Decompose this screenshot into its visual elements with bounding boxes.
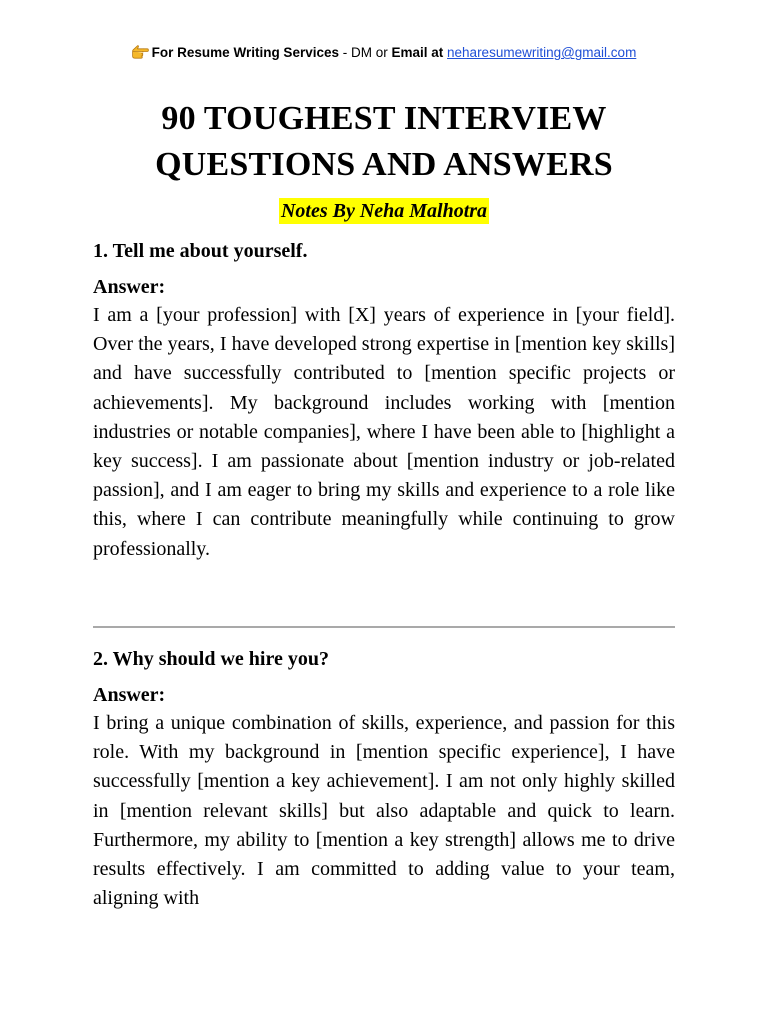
subtitle-row <box>0 198 768 224</box>
author-subtitle: Notes By Neha Malhotra <box>280 200 488 222</box>
service-label: For Resume Writing Services <box>151 45 339 60</box>
email-link[interactable]: neharesumewriting@gmail.com <box>447 45 637 60</box>
title-line-1: 90 TOUGHEST INTERVIEW <box>161 100 607 137</box>
question-heading: 2. Why should we hire you? <box>93 648 329 670</box>
question-block-2 <box>93 646 675 913</box>
answer-label: Answer: <box>93 276 166 298</box>
promo-banner <box>0 44 768 64</box>
answer-text: I am a [your profession] with [X] years of experience in [your field]. Over the years, I have developed strong expertise in [mention key skills] and have successfully contributed to [mention specific projects or achievements]. My background includes working with [mention industries or notable companies], where I have been able to [highlight a key success]. I am passionate about [mention industry or job-related passion], and I am eager to bring my skills and experience to a role like this, where I can contribute meaningfully while continuing to grow professionally. <box>93 304 675 560</box>
answer-text: I bring a unique combination of skills, experience, and passion for this role. With my background in [mention specific experience], I have successfully [mention a key achievement]. I am not only highly skilled in [mention relevant skills] but also adaptable and quick to learn. Furthermore, my ability to [mention a key strength] allows me to drive results effectively. I am committed to adding value to your team, aligning with <box>93 712 675 910</box>
title-line-2: QUESTIONS AND ANSWERS <box>155 146 613 183</box>
page-title <box>0 96 768 188</box>
question-block-1 <box>93 238 675 564</box>
question-heading: 1. Tell me about yourself. <box>93 240 308 262</box>
pointing-hand-icon <box>132 45 149 64</box>
answer-label: Answer: <box>93 684 166 706</box>
section-divider <box>93 626 675 628</box>
email-label: Email at <box>391 45 444 60</box>
dm-text: - DM or <box>338 45 392 60</box>
